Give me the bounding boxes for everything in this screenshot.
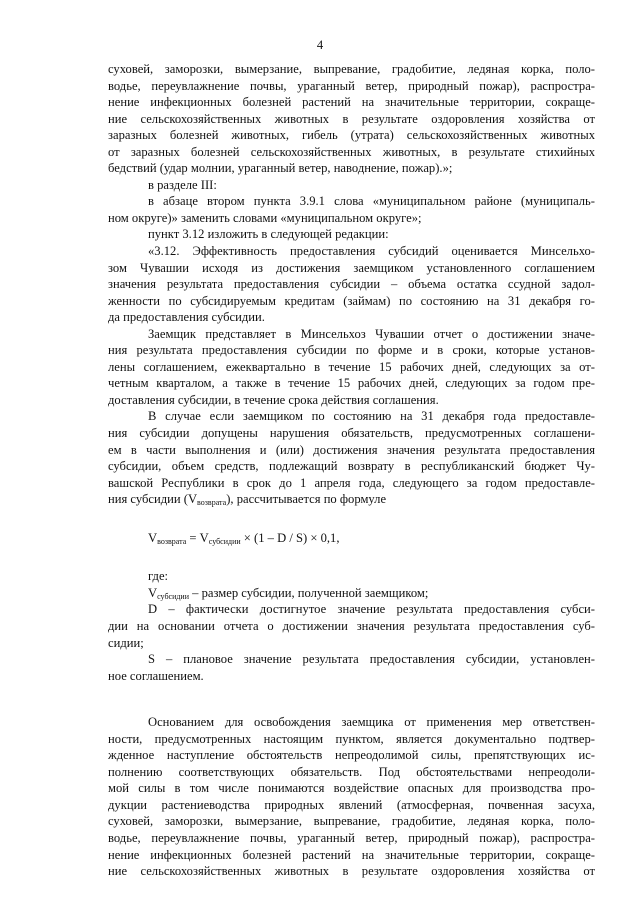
- text-line: доставления субсидии, в течение срока действия соглашения.: [108, 392, 439, 407]
- text-run: ния субсидии (V: [108, 492, 198, 507]
- text-line: S – плановое значение результата предоставления субсидии, установлен-: [148, 652, 595, 667]
- text-line: ния субсидии допущены нарушения обязательств, предусмотренных соглашени-: [108, 426, 595, 441]
- text-line: заразных болезней животных, гибель (утрата) сельскохозяйственных животных: [108, 128, 595, 143]
- paragraph-violation: [108, 408, 595, 507]
- text-line: субсидии, объем средств, подлежащий возврату в республиканский бюджет Чу-: [108, 459, 595, 474]
- text-line: лены соглашением, ежеквартально в течение 15 рабочих дней, следующих за от-: [108, 359, 595, 374]
- formula: [108, 530, 595, 547]
- text-run: ), рассчитывается по формуле: [226, 492, 387, 507]
- text-line: зом Чувашии исходя из достижения заемщиком установленного соглашением: [108, 260, 595, 275]
- paragraph-force-majeure: [108, 714, 595, 879]
- text-line: водье, переувлажнение почвы, ураганный ветер, природный пожар), распростра-: [108, 830, 595, 845]
- text-line: да предоставления субсидии.: [108, 310, 265, 325]
- text-line: Заемщик представляет в Минсельхоз Чувашии отчет о достижении значе-: [148, 326, 595, 341]
- text-line: «3.12. Эффективность предоставления субсидий оценивается Минсельхо-: [148, 244, 595, 259]
- text-line: D – фактически достигнутое значение результата предоставления субси-: [148, 602, 595, 617]
- text-line: нение инфекционных болезней растений на значительные территории, сокраще-: [108, 95, 595, 110]
- definition-s: [108, 651, 595, 684]
- text-run: – размер субсидии, полученной заемщиком;: [188, 585, 429, 600]
- text-line: ние сельскохозяйственных животных в результате оздоровления хозяйства от: [108, 111, 595, 126]
- text-line: суховей, заморозки, вымерзание, выпревание, градобитие, ледяная корка, поло-: [108, 814, 595, 829]
- text-line: В случае если заемщиком по состоянию на 31 декабря года предоставле-: [148, 409, 595, 424]
- text-line: дукции растениеводства природных явлений (атмосферная, почвенная засуха,: [108, 797, 595, 812]
- text-line: суховей, заморозки, вымерзание, выпревание, градобитие, ледяная корка, поло-: [108, 62, 595, 76]
- text-line: жденное наступление обстоятельств непреодолимой силы, препятствующих ис-: [108, 748, 595, 763]
- text-line: водье, переувлажнение почвы, ураганный ветер, природный пожар), распростра-: [108, 78, 595, 93]
- section-amendment-heading: в разделе III:: [148, 177, 217, 192]
- paragraph-312-efficiency: [108, 243, 595, 326]
- text-line: [108, 491, 595, 508]
- text-line: мой силы в том числе понимаются воздействие опасных для производства про-: [108, 781, 595, 796]
- text-line: четным кварталом, а также в течение 15 рабочих дней, следующих за годом пре-: [108, 376, 595, 391]
- text-line: от заразных болезней сельскохозяйственных животных, в результате стихийных: [108, 144, 595, 159]
- text-line: ное соглашением.: [108, 668, 204, 683]
- text-line: Основанием для освобождения заемщика от применения мер ответствен-: [148, 715, 595, 730]
- page-number: 4: [316, 38, 324, 52]
- text-line: дии на основании отчета о достижении значения результата предоставления суб-: [108, 618, 595, 633]
- paragraph-amendment-391: [108, 193, 595, 226]
- text-line: ном округе)» заменить словами «муниципальном округе»;: [108, 210, 422, 225]
- formula-eq: = V: [186, 530, 209, 545]
- text-line: бедствий (удар молнии, ураганный ветер, наводнение, пожар).»;: [108, 161, 453, 176]
- formula-rest: × (1 – D / S) × 0,1,: [240, 530, 340, 545]
- text-line: ности, предусмотренных настоящим пунктом, является документально подтвер-: [108, 731, 595, 746]
- formula-var: V: [148, 585, 158, 600]
- text-line: женности по субсидируемым кредитам (займам) по состоянию на 31 декабря го-: [108, 293, 595, 308]
- subscript: субсидии: [157, 591, 189, 601]
- paragraph-report: [108, 326, 595, 409]
- text-line: значения результата предоставления субсидии – объема остатка ссудной задол-: [108, 277, 595, 292]
- subscript: субсидии: [208, 536, 241, 546]
- subscript: возврата: [197, 498, 227, 508]
- text-line: ем в части выполнения и (или) достижения значения результата предоставления: [108, 442, 595, 457]
- where-label: где:: [148, 569, 169, 584]
- text-line: в абзаце втором пункта 3.9.1 слова «муниципальном районе (муниципаль-: [148, 194, 595, 209]
- text-line: полнению соответствующих обязательств. Под обстоятельствами непреодоли-: [108, 764, 595, 779]
- definition-v: [108, 585, 595, 602]
- definition-d: [108, 601, 595, 651]
- text-line: ние сельскохозяйственных животных в результате оздоровления хозяйства от: [108, 864, 595, 879]
- text-line: вашской Республики в срок до 1 апреля года, следующего за годом предоставле-: [108, 475, 595, 490]
- text-line: нение инфекционных болезней растений на значительные территории, сокраще-: [108, 847, 595, 862]
- formula-var: V: [148, 530, 158, 545]
- subscript: возврата: [157, 536, 187, 546]
- text-line: ния результата предоставления субсидии по форме и в сроки, которые установ-: [108, 343, 595, 358]
- document-body: [108, 61, 595, 880]
- point-amendment-heading: пункт 3.12 изложить в следующей редакции:: [148, 227, 389, 242]
- text-line: сидии;: [108, 635, 144, 650]
- paragraph-continuation: [108, 61, 595, 177]
